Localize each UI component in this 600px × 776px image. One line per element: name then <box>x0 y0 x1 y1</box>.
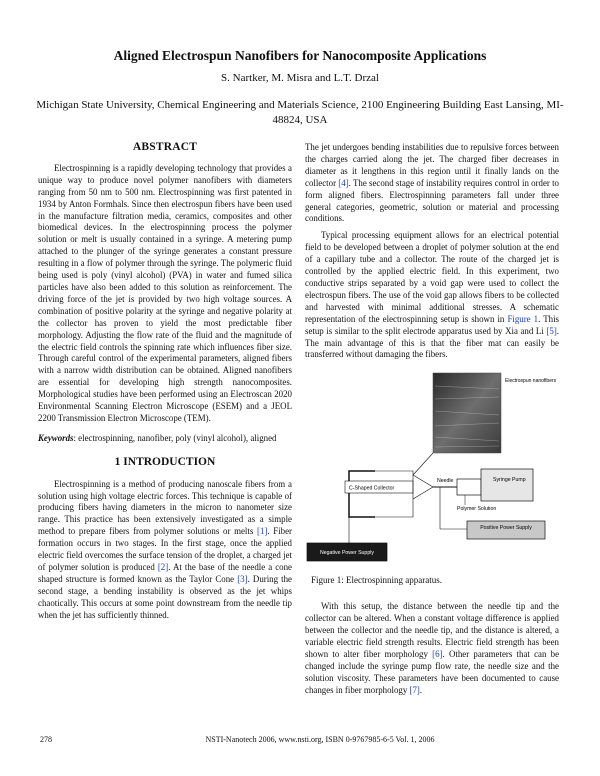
footer-citation: NSTI-Nanotech 2006, www.nsti.org, ISBN 0-9767985-6-5 Vol. 1, 2006 <box>205 735 435 744</box>
citation-link[interactable]: [4] <box>338 177 349 188</box>
citation-link[interactable]: [3] <box>237 573 248 584</box>
citation-link[interactable]: [2] <box>157 562 169 572</box>
pump-label: Syringe Pump <box>493 477 526 484</box>
syringe-barrel <box>457 479 481 495</box>
body-paragraph: Typical processing equipment allows for an electrical potential field to be developed between a droplet of polymer solution at the end of a capillary tube and a collector. The route of the charged jet is controlled by the applied electric field. In this experiment, two conductive strips separated by a void gap were used to collect the electrospun fibers. The use of the void gap allows fibers to be collected and harvested with minimal additional stresses. A schematic representation of the electrospinning setup is shown in Figure 1. This setup is similar to the split electrode apparatus used by Xia and Li [5]. The main advantage of this is that the fiber mat can easily be transferred without damaging the fibers. <box>305 230 560 360</box>
body-paragraph: With this setup, the distance between the needle tip and the collector can be altered. When a constant voltage difference is applied between the collector and the needle tip, and the distance is altered, a variable electric field strength results. Electric field strength has been shown to alter fiber morphology [6]. Other parameters that can be changed include the syringe pump flow rate, the needle size and the solution viscosity. These parameters have been documented to cause changes in fiber morphology [7]. <box>305 601 560 695</box>
abstract-text: Electrospinning is a rapidly developing technology that provides a unique way to produce novel polymer nanofibers with diameters ranging from 50 nm to 500 nm. Electrospinning was first patented in 1934 by Anton Formhals. Since then electrospun fibers have been used in the manufacture filtration media, ceramics, composites and other biomedical devices. In the electrospinning process the polymer solution or melt is usually contained in a syringe. A metering pump attached to the plunger of the syringe generates a constant pressure resulting in a flow of polymer through the syringe. The polymeric fluid being used is poly (vinyl alcohol) (PVA) in water and fumed silica particles have also been added to this solution as reinforcement. The driving force of the jet is provided by two high voltage sources. A combination of positive polarity at the syringe and negative polarity at the collector has proven to yield the most predictable fiber morphology. Adjusting the flow rate of the fluid and the magnitude of the electric field controls the spinning rate which influences fiber size. Through careful control of the experimental parameters, aligned fibers with a narrow width distribution can be obtained. Aligned nanofibers are essential for developing high strength nanocomposites. Morphological studies have been performed using an Electroscan 2020 Environmental Scanning Electron Microscope (ESEM) and a JEOL 2200 Transmission Electron Microscope (TEM). <box>38 162 292 423</box>
collector-label: C-Shaped Collector <box>349 485 395 492</box>
page-number: 278 <box>40 735 52 744</box>
apparatus-diagram <box>305 371 559 571</box>
c-collector <box>349 471 375 517</box>
intro-heading: 1 INTRODUCTION <box>114 455 216 468</box>
citation-link[interactable]: [7] <box>409 684 420 695</box>
paper-title: Aligned Electrospun Nanofibers for Nanocomposite Applications <box>113 48 487 63</box>
right-column <box>305 142 559 696</box>
citation-link[interactable]: [6] <box>432 648 443 659</box>
intro-paragraph: Electrospinning is a method of producing nanoscale fibers from a solution using high voltage electric forces. This technique is capable of producing fibers having diameters in the micron to nanometer size range. This practice has been extensively investigated as a simple method to prepare fibers from polymer solutions or melts [1]. Fiber formation occurs in two stages. In the first stage, once the applied electric field overcomes the surface tension of the droplet, a charged jet of polymer solution is produced [2]. At the base of the needle a cone shaped structure is formed known as the Taylor Cone [3]. During the second stage, a bending instability is observed as the jet whips chaotically. This occurs at some point downstream from the needle tip when the jet has sufficiently thinned. <box>38 478 292 620</box>
negative-label: Negative Power Supply <box>320 550 374 557</box>
figure-caption: Figure 1: Electrospinning apparatus. <box>311 575 442 586</box>
affiliation: Michigan State University, Chemical Engineering and Materials Science, 2100 Engineering Building East Lansing, MI-48824, USA <box>36 99 564 126</box>
figure-link[interactable]: Figure 1 <box>507 313 539 324</box>
citation-link[interactable]: [1] <box>257 526 268 537</box>
keywords <box>38 433 292 445</box>
author-list: S. Nartker, M. Misra and L.T. Drzal <box>221 72 379 84</box>
keywords-text: : electrospinning, nanofiber, poly (vinyl alcohol), aligned <box>73 432 277 443</box>
polymer-label: Polymer Solution <box>457 506 497 513</box>
abstract-heading: ABSTRACT <box>132 141 198 153</box>
nanofibers-label: Electrospun nanofibers <box>505 378 557 385</box>
syringe-pump <box>481 469 533 501</box>
needle-label: Needle <box>437 478 454 485</box>
positive-label: Positive Power Supply <box>480 525 532 532</box>
citation-link[interactable]: [5] <box>546 325 557 336</box>
keywords-label: Keywords <box>38 432 74 443</box>
left-column <box>38 142 292 622</box>
body-paragraph: The jet undergoes bending instabilities due to repulsive forces between the charges carried along the jet. The charged fiber decreases in diameter as it lengthens in this region until it finally lands on the collector [4]. The second stage of instability requires control in order to form aligned fibers. Electrospinning parameters fall under three general categories, geometric, solution or material and processing conditions. <box>305 142 559 224</box>
apparatus-figure <box>305 371 559 571</box>
